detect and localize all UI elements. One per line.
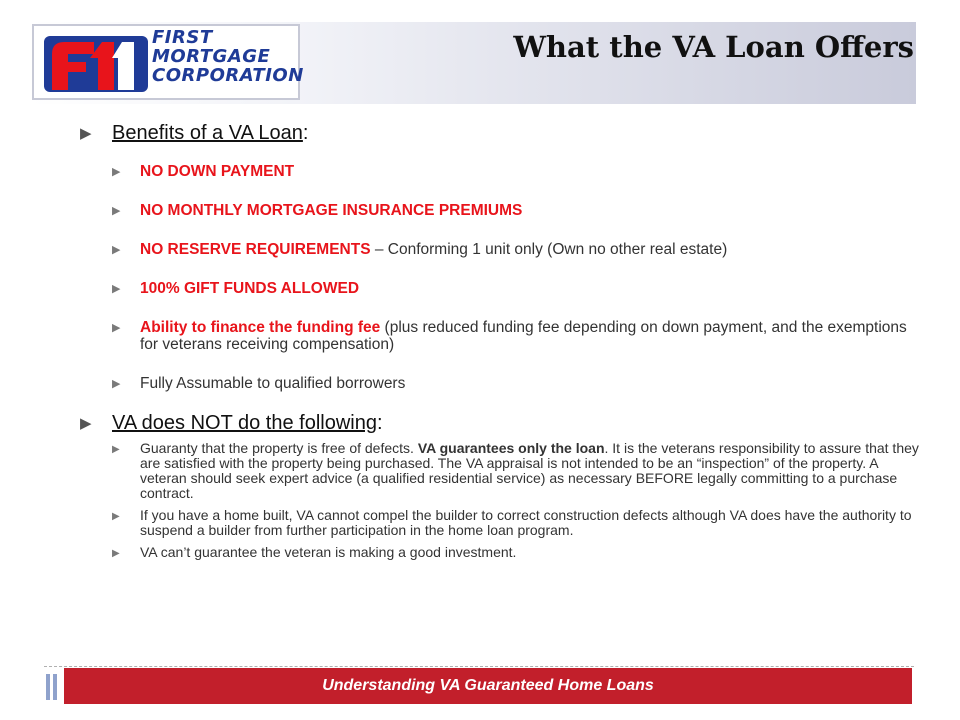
arrow-bullet-icon: ▶ xyxy=(112,444,120,455)
arrow-bullet-icon: ▶ xyxy=(80,415,92,432)
logo-line-1: FIRST xyxy=(152,27,213,48)
not-do-heading-colon: : xyxy=(376,412,383,434)
footer-divider xyxy=(44,666,914,667)
f1-logo-icon xyxy=(42,32,154,94)
footer-banner: Understanding VA Guaranteed Home Loans xyxy=(64,668,912,704)
benefit-highlight: Ability to finance the funding fee xyxy=(140,319,381,336)
benefit-highlight: NO RESERVE REQUIREMENTS xyxy=(140,241,371,258)
arrow-bullet-icon: ▶ xyxy=(80,125,92,142)
not-do-list xyxy=(80,441,920,560)
benefit-highlight: NO DOWN PAYMENT xyxy=(140,163,295,180)
not-do-item xyxy=(112,545,920,560)
benefit-highlight: NO MONTHLY MORTGAGE INSURANCE PREMIUMS xyxy=(140,202,523,219)
benefit-highlight: 100% GIFT FUNDS ALLOWED xyxy=(140,280,360,297)
not-do-item-text: . It is the veterans responsibility to assure that they are satisfied with the property being purchased. The VA appraisal is not intended to be an “inspection” of the property. A veteran should seek expert advice (a qualified residential service) as necessary BEFORE legally committing to a purchase contract. xyxy=(140,440,919,501)
benefits-list xyxy=(80,163,920,392)
arrow-bullet-icon: ▶ xyxy=(112,511,120,522)
company-logo xyxy=(32,24,304,100)
benefit-item xyxy=(112,202,920,219)
logo-wordmark xyxy=(152,28,304,85)
logo-line-2: MORTGAGE xyxy=(152,46,271,67)
not-do-item-text: VA can’t guarantee the veteran is making a good investment. xyxy=(140,544,517,560)
logo-line-3: CORPORATION xyxy=(152,65,304,86)
benefits-heading-text: Benefits of a VA Loan xyxy=(112,122,303,144)
benefit-item xyxy=(112,163,920,180)
benefit-item xyxy=(112,375,920,392)
not-do-heading xyxy=(80,412,920,435)
arrow-bullet-icon: ▶ xyxy=(112,548,120,559)
not-do-item xyxy=(112,508,920,538)
benefit-detail: Fully Assumable to qualified borrowers xyxy=(140,375,406,392)
benefit-detail: (plus reduced funding fee depending on down payment, and the exemptions for veterans receiving compensation) xyxy=(140,319,907,353)
arrow-bullet-icon: ▶ xyxy=(112,283,121,295)
not-do-heading-text: VA does NOT do the following xyxy=(112,412,377,434)
benefit-item xyxy=(112,319,920,353)
not-do-item-text: Guaranty that the property is free of defects. xyxy=(140,440,418,456)
not-do-item xyxy=(112,441,920,501)
benefits-heading-colon: : xyxy=(302,122,309,144)
benefits-heading xyxy=(80,122,920,145)
benefit-detail: – Conforming 1 unit only (Own no other real estate) xyxy=(370,241,728,258)
benefit-item xyxy=(112,241,920,258)
footer-marks xyxy=(46,674,60,705)
slide-content xyxy=(80,122,920,560)
not-do-item-text: If you have a home built, VA cannot compel the builder to correct construction defects although VA does have the authority to suspend a builder from further participation in the home loan program. xyxy=(140,507,912,538)
benefit-item xyxy=(112,280,920,297)
arrow-bullet-icon: ▶ xyxy=(112,166,121,178)
arrow-bullet-icon: ▶ xyxy=(112,205,121,217)
not-do-item-emphasis: VA guarantees only the loan xyxy=(417,440,605,456)
arrow-bullet-icon: ▶ xyxy=(112,322,121,334)
arrow-bullet-icon: ▶ xyxy=(112,378,121,390)
page-title: What the VA Loan Offers xyxy=(513,30,914,64)
arrow-bullet-icon: ▶ xyxy=(112,244,121,256)
